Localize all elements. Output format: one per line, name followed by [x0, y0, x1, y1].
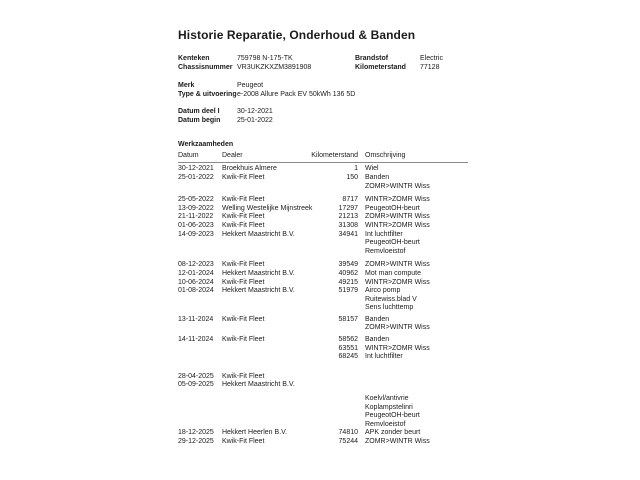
- row-dealer: [222, 239, 311, 248]
- column-gap: [358, 222, 365, 231]
- row-date: 29-12-2025: [178, 438, 214, 445]
- row-kilometerstand: [311, 304, 358, 313]
- column-gap: [358, 395, 365, 404]
- row-description: WINTR>ZOMR Wiss: [365, 196, 430, 204]
- table-row: [178, 165, 468, 174]
- row-kilometerstand: 49215: [338, 278, 358, 286]
- table-row: [178, 381, 468, 390]
- row-description: Koelvl/antivrie: [365, 395, 409, 403]
- row-dealer: [222, 353, 311, 362]
- row-description: Ruitewiss.blad V: [365, 295, 417, 303]
- table-row: [178, 222, 468, 231]
- row-description: ZOMR>WINTR Wiss: [365, 324, 430, 332]
- type-uitvoering-value: e-2008 Allure Pack EV 50kWh 136 5D: [237, 90, 356, 98]
- row-description: ZOMR>WINTR Wiss: [365, 182, 430, 190]
- row-date: [178, 395, 222, 404]
- row-kilometerstand: 150: [346, 173, 358, 181]
- row-dealer: Kwik-Fit Fleet: [222, 213, 265, 221]
- column-gap: [358, 421, 365, 430]
- row-date: 01-06-2023: [178, 221, 214, 229]
- row-description: Banden: [365, 336, 390, 344]
- column-gap: [358, 404, 365, 413]
- row-description: WINTR>ZOMR Wiss: [365, 344, 430, 352]
- row-date: 01-08-2024: [178, 287, 214, 295]
- table-row: [178, 324, 468, 333]
- row-date: [178, 412, 222, 421]
- table-gap: [178, 362, 468, 373]
- row-description: Koplampstelinri: [365, 403, 413, 411]
- kenteken-label: Kenteken: [178, 55, 210, 62]
- chassisnummer-label: Chassisnummer: [178, 64, 233, 72]
- row-kilometerstand: [311, 183, 358, 192]
- column-gap: [358, 239, 365, 248]
- table-row: [178, 183, 468, 192]
- column-gap: [358, 381, 365, 390]
- row-description: ZOMR>WINTR Wiss: [365, 438, 430, 445]
- row-description: [365, 381, 468, 390]
- column-gap: [358, 248, 365, 257]
- column-gap: [358, 270, 365, 279]
- row-kilometerstand: 34941: [338, 230, 358, 238]
- table-row: [178, 196, 468, 205]
- row-description: Int luchtfilter: [365, 353, 403, 361]
- column-gap: [358, 353, 365, 362]
- table-row: [178, 304, 468, 313]
- row-dealer: Kwik-Fit Fleet: [222, 196, 265, 204]
- row-date: 21-11-2022: [178, 213, 214, 221]
- row-dealer: [222, 304, 311, 313]
- row-kilometerstand: [311, 373, 358, 382]
- table-row: [178, 296, 468, 305]
- row-date: 28-04-2025: [178, 372, 214, 380]
- column-gap: [358, 304, 365, 313]
- column-header-omschrijving: Omschrijving: [365, 151, 406, 159]
- row-description: PeugeotOH-beurt: [365, 204, 420, 212]
- row-date: 13-11-2024: [178, 315, 214, 323]
- row-description: ZOMR>WINTR Wiss: [365, 213, 430, 221]
- row-description: PeugeotOH-beurt: [365, 239, 420, 247]
- row-date: 12-01-2024: [178, 269, 214, 277]
- column-gap: [358, 231, 365, 240]
- row-date: [178, 353, 222, 362]
- row-dealer: Welling Westelijke Mijnstreek: [222, 204, 313, 212]
- column-gap: [358, 316, 365, 325]
- table-row: [178, 345, 468, 354]
- table-row: [178, 270, 468, 279]
- row-kilometerstand: 75244: [338, 438, 358, 445]
- row-description: Int luchtfilter: [365, 230, 403, 238]
- row-kilometerstand: [311, 381, 358, 390]
- table-row: [178, 412, 468, 421]
- kenteken-value: 759798 N-175-TK: [237, 55, 293, 62]
- row-dealer: Hekkert Maastricht B.V.: [222, 269, 295, 277]
- table-row: [178, 287, 468, 296]
- column-gap: [358, 373, 365, 382]
- table-row: [178, 231, 468, 240]
- document-content: [178, 28, 468, 447]
- row-dealer: [222, 324, 311, 333]
- info-row-datum-deel1: [178, 107, 468, 116]
- row-description: [365, 373, 468, 382]
- row-description: Sens luchttemp: [365, 304, 414, 312]
- row-kilometerstand: 8717: [342, 196, 358, 204]
- row-date: [178, 296, 222, 305]
- page-title: Historie Reparatie, Onderhoud & Banden: [178, 28, 416, 42]
- row-dealer: Kwik-Fit Fleet: [222, 278, 265, 286]
- row-date: [178, 183, 222, 192]
- row-description: Airco pomp: [365, 287, 401, 295]
- datum-deel1-label: Datum deel I: [178, 108, 220, 116]
- table-row: [178, 261, 468, 270]
- row-dealer: Kwik-Fit Fleet: [222, 221, 265, 229]
- row-kilometerstand: 17297: [338, 204, 358, 212]
- column-gap: [358, 324, 365, 333]
- row-date: 05-09-2025: [178, 381, 214, 389]
- row-kilometerstand: [311, 296, 358, 305]
- column-header-dealer: Dealer: [222, 151, 243, 159]
- row-dealer: [222, 296, 311, 305]
- row-description: APK zonder beurt: [365, 429, 421, 437]
- row-dealer: [222, 404, 311, 413]
- table-row: [178, 421, 468, 430]
- info-row-type: [178, 90, 468, 99]
- column-gap: [358, 196, 365, 205]
- table-header-row: [178, 152, 468, 164]
- row-dealer: [222, 248, 311, 257]
- row-dealer: Hekkert Maastricht B.V.: [222, 381, 295, 389]
- row-kilometerstand: [311, 421, 358, 430]
- column-header-kilometerstand: Kilometerstand: [311, 151, 358, 159]
- info-row-merk: [178, 81, 468, 90]
- row-kilometerstand: 58562: [338, 336, 358, 344]
- table-row: [178, 429, 468, 438]
- row-dealer: [222, 412, 311, 421]
- column-gap: [358, 345, 365, 354]
- row-dealer: Hekkert Heerlen B.V.: [222, 429, 288, 437]
- row-description: ZOMR>WINTR Wiss: [365, 261, 430, 269]
- row-date: 14-11-2024: [178, 336, 214, 344]
- row-dealer: [222, 395, 311, 404]
- row-date: 30-12-2021: [178, 165, 214, 173]
- row-date: 18-12-2025: [178, 429, 214, 437]
- row-dealer: Hekkert Maastricht B.V.: [222, 230, 295, 238]
- row-description: PeugeotOH-beurt: [365, 412, 420, 420]
- row-kilometerstand: 68245: [338, 353, 358, 361]
- row-kilometerstand: 1: [354, 165, 358, 173]
- table-row: [178, 205, 468, 214]
- row-date: 10-06-2024: [178, 278, 214, 286]
- column-gap: [358, 296, 365, 305]
- row-kilometerstand: 21213: [338, 213, 358, 221]
- row-kilometerstand: 40962: [338, 269, 358, 277]
- row-kilometerstand: [311, 395, 358, 404]
- row-kilometerstand: 39549: [338, 261, 358, 269]
- column-gap: [358, 412, 365, 421]
- row-date: [178, 324, 222, 333]
- column-gap: [358, 279, 365, 288]
- row-kilometerstand: [311, 412, 358, 421]
- column-gap: [358, 438, 365, 447]
- column-gap: [358, 336, 365, 345]
- row-dealer: Kwik-Fit Fleet: [222, 336, 265, 344]
- row-kilometerstand: 31308: [338, 221, 358, 229]
- column-gap: [358, 287, 365, 296]
- row-description: WINTR>ZOMR Wiss: [365, 278, 430, 286]
- table-row: [178, 373, 468, 382]
- row-description: WINTR>ZOMR Wiss: [365, 221, 430, 229]
- row-dealer: Kwik-Fit Fleet: [222, 315, 265, 323]
- werkzaamheden-section-title: Werkzaamheden: [178, 140, 234, 148]
- spacer: [178, 99, 468, 107]
- row-description: Remvloeistof: [365, 247, 406, 255]
- row-date: [178, 421, 222, 430]
- table-row: [178, 213, 468, 222]
- row-kilometerstand: [311, 404, 358, 413]
- info-row-datum-begin: [178, 116, 468, 125]
- datum-deel1-value: 30-12-2021: [237, 108, 273, 116]
- datum-begin-label: Datum begin: [178, 117, 221, 125]
- row-dealer: [222, 183, 311, 192]
- row-dealer: Kwik-Fit Fleet: [222, 173, 265, 181]
- row-dealer: Hekkert Maastricht B.V.: [222, 287, 295, 295]
- row-kilometerstand: 51979: [338, 287, 358, 295]
- row-kilometerstand: [311, 239, 358, 248]
- type-uitvoering-label: Type & uitvoering: [178, 90, 237, 98]
- row-kilometerstand: 58157: [338, 315, 358, 323]
- row-kilometerstand: 63551: [338, 344, 358, 352]
- row-date: 25-05-2022: [178, 196, 214, 204]
- table-row: [178, 174, 468, 183]
- table-row: [178, 353, 468, 362]
- row-description: Banden: [365, 173, 390, 181]
- row-date: 14-09-2023: [178, 230, 214, 238]
- row-kilometerstand: [311, 324, 358, 333]
- row-date: 08-12-2023: [178, 261, 214, 269]
- info-row-kenteken: [178, 54, 468, 63]
- column-header-datum: Datum: [178, 151, 199, 159]
- row-dealer: [222, 421, 311, 430]
- row-date: [178, 304, 222, 313]
- row-date: [178, 248, 222, 257]
- row-dealer: Kwik-Fit Fleet: [222, 438, 265, 445]
- row-dealer: Broekhuis Almere: [222, 165, 277, 173]
- row-description: Mot man compute: [365, 269, 422, 277]
- row-description: Banden: [365, 315, 390, 323]
- row-date: [178, 239, 222, 248]
- row-description: Wiel: [365, 165, 379, 173]
- column-gap: [358, 165, 365, 174]
- row-description: Remvloeistof: [365, 420, 406, 428]
- info-row-chassisnummer: [178, 63, 468, 72]
- row-kilometerstand: 74810: [338, 429, 358, 437]
- row-date: [178, 345, 222, 354]
- merk-label: Merk: [178, 81, 195, 89]
- table-row: [178, 248, 468, 257]
- spacer: [178, 73, 468, 81]
- table-row: [178, 438, 468, 447]
- row-dealer: Kwik-Fit Fleet: [222, 261, 265, 269]
- row-dealer: Kwik-Fit Fleet: [222, 372, 265, 380]
- row-kilometerstand: [311, 248, 358, 257]
- column-gap: [358, 261, 365, 270]
- brandstof-value: Electric: [420, 55, 443, 62]
- kilometerstand-label: Kilometerstand: [355, 64, 406, 72]
- table-row: [178, 239, 468, 248]
- table-row: [178, 279, 468, 288]
- column-gap: [358, 205, 365, 214]
- column-gap: [358, 174, 365, 183]
- kilometerstand-value: 77128: [420, 64, 440, 72]
- row-date: [178, 404, 222, 413]
- row-dealer: [222, 345, 311, 354]
- column-gap: [358, 183, 365, 192]
- datum-begin-value: 25-01-2022: [237, 117, 273, 125]
- table-body: [178, 165, 468, 446]
- table-row: [178, 316, 468, 325]
- brandstof-label: Brandstof: [355, 55, 389, 62]
- column-gap: [358, 429, 365, 438]
- column-gap: [358, 213, 365, 222]
- chassisnummer-value: VR3UKZKXZM3891908: [237, 64, 312, 72]
- row-date: 13-09-2022: [178, 204, 214, 212]
- table-row: [178, 336, 468, 345]
- table-row: [178, 404, 468, 413]
- row-date: 25-01-2022: [178, 173, 214, 181]
- table-row: [178, 395, 468, 404]
- merk-value: Peugeot: [237, 81, 264, 89]
